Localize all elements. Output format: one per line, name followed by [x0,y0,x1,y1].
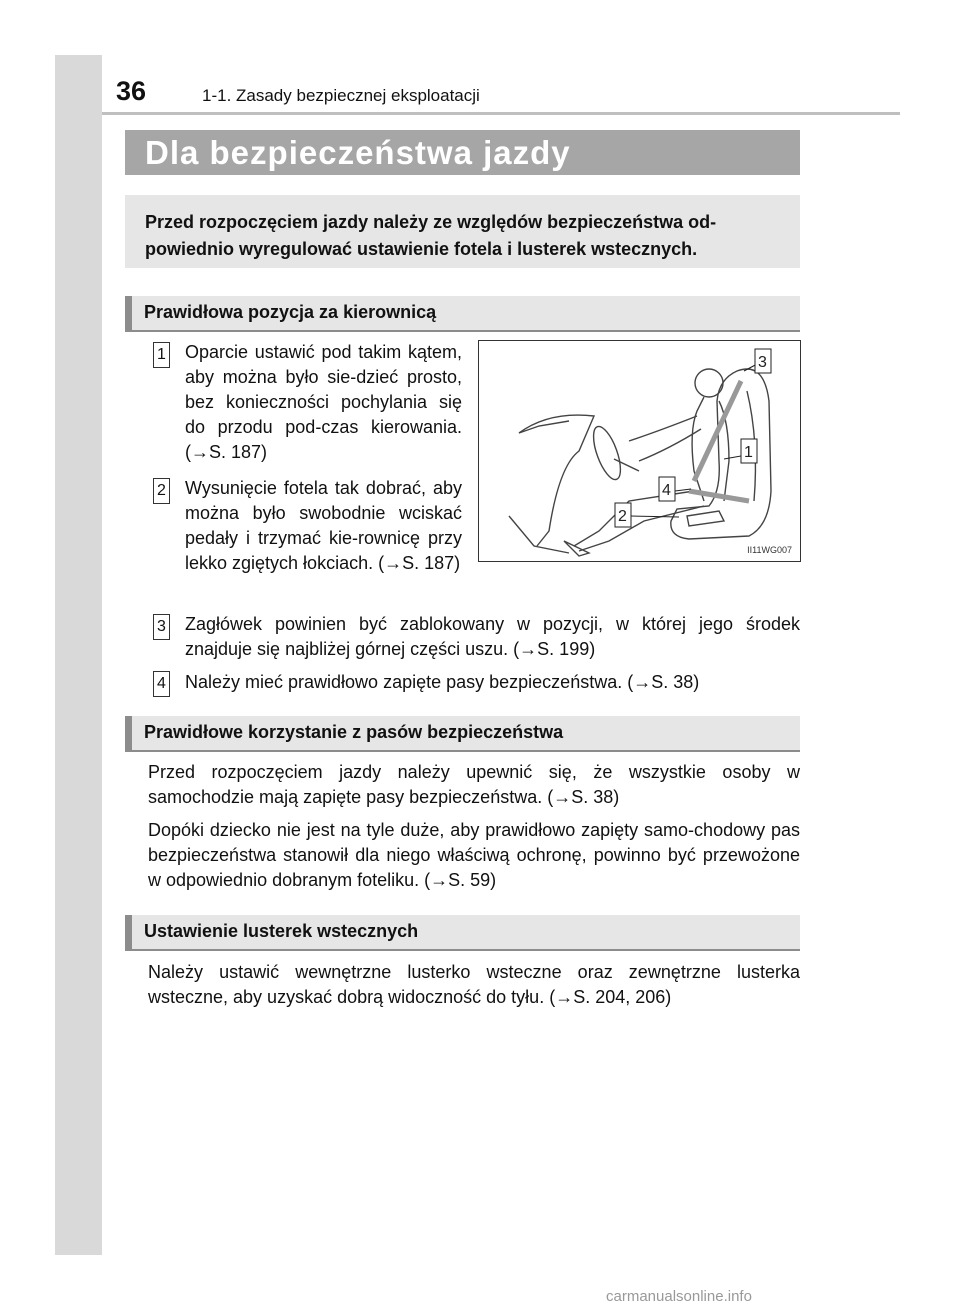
driving-position-illustration [478,340,801,562]
section-heading-driving-position [125,296,800,332]
item-text-seatbelt: Należy mieć prawidłowo zapięte pasy bezpieczeństwa. (→S. 38) [185,672,700,692]
item-number-badge: 3 [153,614,170,640]
section-heading-seatbelts [125,716,800,752]
callout-3-label: 3 [758,354,767,371]
item-text-headrest: Zagłówek powinien być zablokowany w pozycji, w której jego środek znajduje się najbliżej górnej części uszu. (→S. 199) [185,614,800,659]
callout-1-label: 1 [744,444,753,461]
item-number-badge: 2 [153,478,170,504]
paragraph-child-seat: Dopóki dziecko nie jest na tyle duże, aby prawidłowo zapięty samo-chodowy pas bezpieczeństwa stanowił dla niego właściwą ochronę, powinno być przewożone w odpowiednio dobranym foteliku. (→S. 59) [148,820,800,890]
section-heading-mirrors [125,915,800,951]
figure-code: II11WG007 [747,545,792,555]
section-heading-text: Prawidłowe korzystanie z pasów bezpieczeństwa [144,722,564,742]
section-heading-text: Ustawienie lusterek wstecznych [144,921,419,941]
item-text-backrest: Oparcie ustawić pod takim kątem, aby można było sie-dzieć prosto, bez konieczności pochylania się do przodu pod-czas kierowania. (→S. 187) [185,342,462,462]
callout-4-label: 4 [662,482,671,499]
section-breadcrumb: 1-1. Zasady bezpiecznej eksploatacji [202,86,480,105]
section-heading-text: Prawidłowa pozycja za kierownicą [144,302,437,322]
page-title: Dla bezpieczeństwa jazdy [145,134,571,171]
paragraph-seatbelt-check: Przed rozpoczęciem jazdy należy upewnić się, że wszystkie osoby w samochodzie mają zapięte pasy bezpieczeństwa. (→S. 38) [148,762,800,807]
item-number-badge: 1 [153,342,170,368]
item-number-badge: 4 [153,671,170,697]
page-number: 36 [116,76,147,106]
header-divider [102,112,900,115]
callout-2-label: 2 [618,508,627,525]
page-title-bar [125,130,800,175]
paragraph-mirrors: Należy ustawić wewnętrzne lusterko wsteczne oraz zewnętrzne lusterka wsteczne, aby uzyskać dobrą widoczność do tyłu. (→S. 204, 206) [148,962,800,1007]
intro-box [125,195,800,268]
intro-text: Przed rozpoczęciem jazdy należy ze względów bezpieczeństwa od-powiednio wyregulować ustawienie fotela i lusterek wstecznych. [145,212,717,259]
watermark: carmanualsonline.info [606,1288,752,1305]
item-text-seat-position: Wysunięcie fotela tak dobrać, aby można było swobodnie wciskać pedały i trzymać kie-rownicę przy lekko zgiętych łokciach. (→S. 187) [185,478,462,573]
driver-seat-icon [479,341,800,561]
side-tab-strip [55,55,102,1255]
